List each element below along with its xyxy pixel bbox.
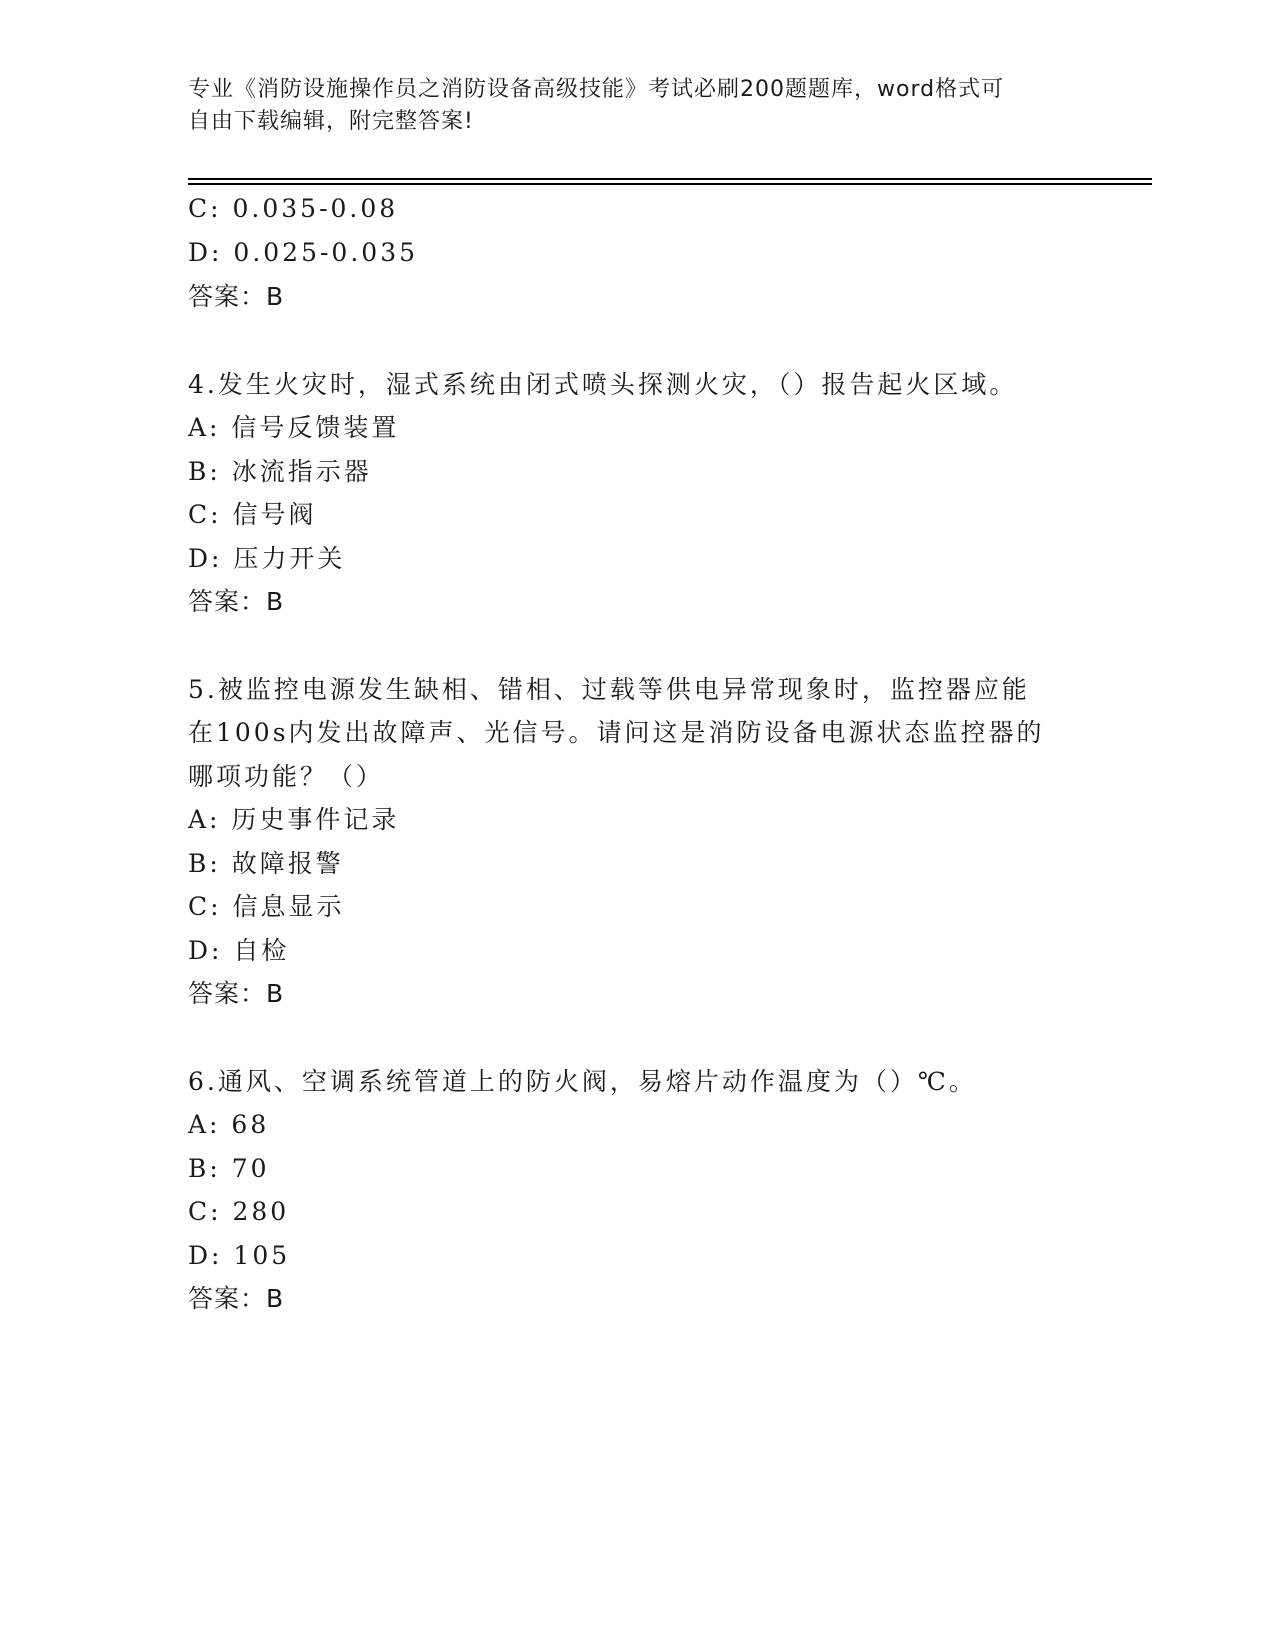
q4-answer: 答案：B bbox=[188, 587, 285, 616]
q5-question-line-2: 在100s内发出故障声、光信号。请问这是消防设备电源状态监控器的 bbox=[188, 718, 1045, 747]
header-divider-bottom bbox=[188, 183, 1152, 185]
q5-option-c: C: 信息显示 bbox=[188, 892, 345, 921]
q5-option-b: B: 故障报警 bbox=[188, 849, 344, 878]
q4-option-c: C: 信号阀 bbox=[188, 500, 317, 529]
q5-answer: 答案：B bbox=[188, 979, 285, 1008]
q5-question-line-3: 哪项功能？（） bbox=[188, 762, 385, 791]
q6-option-d: D: 105 bbox=[188, 1241, 291, 1270]
q5-option-d: D: 自检 bbox=[188, 936, 290, 965]
q4-option-a: A: 信号反馈装置 bbox=[188, 413, 400, 442]
header-divider-top bbox=[188, 178, 1152, 180]
q4-question: 4.发生火灾时，湿式系统由闭式喷头探测火灾，（）报告起火区域。 bbox=[188, 370, 1018, 399]
q6-question: 6.通风、空调系统管道上的防火阀，易熔片动作温度为（）℃。 bbox=[188, 1067, 977, 1096]
q3-option-d: D: 0.025-0.035 bbox=[188, 238, 419, 267]
q3-option-c: C: 0.035-0.08 bbox=[188, 194, 399, 223]
document-header bbox=[188, 74, 1068, 138]
q4-option-d: D: 压力开关 bbox=[188, 544, 346, 573]
q6-option-b: B: 70 bbox=[188, 1154, 270, 1183]
header-line-2: 自由下载编辑，附完整答案! bbox=[188, 109, 474, 134]
q4-option-b: B: 冰流指示器 bbox=[188, 457, 372, 486]
q5-option-a: A: 历史事件记录 bbox=[188, 805, 400, 834]
q6-answer: 答案：B bbox=[188, 1284, 285, 1313]
q6-option-c: C: 280 bbox=[188, 1197, 290, 1226]
q5-question-line-1: 5.被监控电源发生缺相、错相、过载等供电异常现象时，监控器应能 bbox=[188, 675, 1030, 704]
header-line-1: 专业《消防设施操作员之消防设备高级技能》考试必刷200题题库，word格式可 bbox=[188, 77, 1005, 102]
q3-answer: 答案：B bbox=[188, 282, 285, 311]
q6-option-a: A: 68 bbox=[188, 1110, 270, 1139]
